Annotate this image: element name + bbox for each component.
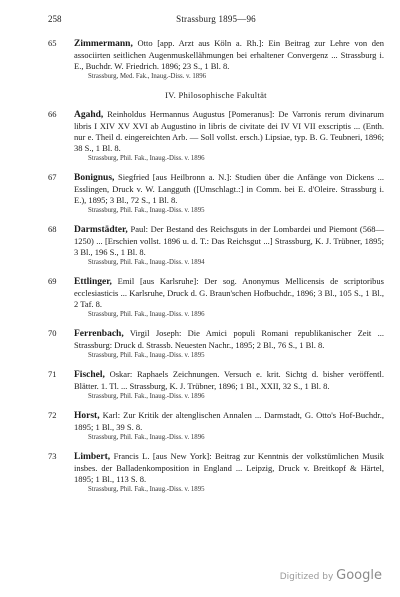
entry-author: Limbert, xyxy=(74,452,111,462)
entry-body: Paul: Der Bestand des Reichsguts in der Lombardei und Piemont (568—1250) ... [Erschien vollst. 1896 u. d. T.: Das Reichsgut ...] Strassburg, K. J. Trübner, 1895; 3 Bl., 196 S., 1 Bl. 8. xyxy=(74,224,384,257)
entry-note: Strassburg, Phil. Fak., Inaug.-Diss. v. 1894 xyxy=(88,259,205,266)
entry-author: Darmstädter, xyxy=(74,225,128,235)
bibliography-entry xyxy=(48,109,384,163)
entry-number: 68 xyxy=(48,224,57,234)
entry-note: Strassburg, Phil. Fak., Inaug.-Diss. v. 1896 xyxy=(88,434,205,441)
entry-note: Strassburg, Phil. Fak., Inaug.-Diss. v. 1895 xyxy=(88,207,205,214)
entry-number: 69 xyxy=(48,276,57,286)
running-head xyxy=(48,14,384,30)
entry-body: Emil [aus Karlsruhe]: Der sog. Anonymus Mellicensis de scriptoribus ecclesiasticis ... Karlsruhe, Druck d. G. Braun'schen Hofbuchdr., 1896; 3 Bl., 105 S., 1 Bl., 2 Taf. 8. xyxy=(74,276,384,309)
digitization-watermark xyxy=(280,568,382,583)
section-heading: IV. Philosophische Fakultät xyxy=(165,90,267,100)
entry-body: Virgil Joseph: Die Amici populi Romani republikanischer Zeit ... Strassburg: Druck d. Strassb. Neuesten Nachr., 1895; 2 Bl., 76 S., 1 Bl. 8. xyxy=(74,328,384,350)
page-number: 258 xyxy=(48,14,62,24)
bibliography-entry xyxy=(48,172,384,215)
entry-text xyxy=(74,328,384,351)
entry-note: Strassburg, Phil. Fak., Inaug.-Diss. v. 1896 xyxy=(88,311,205,318)
entry-author: Ettlinger, xyxy=(74,277,112,287)
entry-body: Francis L. [aus New York]: Beitrag zur Kenntnis der volkstümlichen Musik insbes. der Balladenkomposition in England ... Leipzig, Druck v. Breitkopf & Härtel, 1895; 1 Bl., 113 S. 8. xyxy=(74,451,384,484)
bibliography-entry xyxy=(48,38,384,81)
entry-body: Siegfried [aus Heilbronn a. N.]: Studien über die Anfänge von Dickens ... Esslingen, Druck v. W. Langguth ([Umschlagt.:] in Comm. bei E. d'Oleire. Strassburg i. E.), 1895; 3 Bl., 72 S., 1 Bl. 8. xyxy=(74,172,384,205)
entry-text xyxy=(74,276,384,310)
entry-body: Oskar: Raphaels Zeichnungen. Versuch e. krit. Sichtg d. bisher veröffentl. Blätter. 1. Tl. ... Strassburg, K. J. Trübner, 1896; 1 Bl., XXII, 32 S., 1 Bl. 8. xyxy=(74,369,384,391)
entry-author: Zimmermann, xyxy=(74,39,133,49)
running-title: Strassburg 1895—96 xyxy=(176,14,256,24)
entry-body: Karl: Zur Kritik der altenglischen Annalen ... Darmstadt, G. Otto's Hof-Buchdr., 1895; 1 Bl., 39 S. 8. xyxy=(74,410,384,432)
entry-text xyxy=(74,451,384,485)
document-page xyxy=(48,14,384,503)
bibliography-entry xyxy=(48,451,384,494)
entry-text xyxy=(74,410,384,433)
entry-author: Agahd, xyxy=(74,110,104,120)
entry-text xyxy=(74,38,384,72)
watermark-prefix: Digitized by xyxy=(279,572,334,582)
bibliography-entry xyxy=(48,369,384,401)
entry-note: Strassburg, Med. Fak., Inaug.-Diss. v. 1896 xyxy=(88,73,206,80)
entry-author: Horst, xyxy=(74,411,100,421)
entry-note: Strassburg, Phil. Fak., Inaug.-Diss. v. 1896 xyxy=(88,155,205,162)
entry-number: 72 xyxy=(48,410,57,420)
entry-note: Strassburg, Phil. Fak., Inaug.-Diss. v. 1895 xyxy=(88,486,205,493)
entry-body: Otto [app. Arzt aus Köln a. Rh.]: Ein Beitrag zur Lehre von den associirten seitlichen Augenmuskellähmungen bei erhaltener Convergenz ... Strassburg i. E., Buchdr. W. Friedrich. 1896; 23 S., 1 Bl. 8. xyxy=(74,38,384,71)
bibliography-entry xyxy=(48,410,384,442)
entry-note: Strassburg, Phil. Fak., Inaug.-Diss. v. 1895 xyxy=(88,352,205,359)
entry-author: Bonignus, xyxy=(74,173,115,183)
entry-number: 71 xyxy=(48,369,57,379)
entry-author: Fischel, xyxy=(74,370,105,380)
bibliography-entry xyxy=(48,276,384,319)
watermark-brand: Google xyxy=(336,568,382,583)
entry-text xyxy=(74,172,384,206)
entry-number: 66 xyxy=(48,109,57,119)
entry-text xyxy=(74,369,384,392)
entry-text xyxy=(74,109,384,154)
entry-note: Strassburg, Phil. Fak., Inaug.-Diss. v. 1896 xyxy=(88,393,205,400)
bibliography-entry xyxy=(48,224,384,267)
bibliography-entry xyxy=(48,328,384,360)
entry-number: 70 xyxy=(48,328,57,338)
entry-number: 65 xyxy=(48,38,57,48)
entry-text xyxy=(74,224,384,258)
entry-author: Ferrenbach, xyxy=(74,329,124,339)
entry-number: 73 xyxy=(48,451,57,461)
entry-number: 67 xyxy=(48,172,57,182)
entry-body: Reinholdus Hermannus Augustus [Pomeranus]: De Varronis rerum divinarum libris I XIV XV XVI ab Augustino in libris de civitate dei IV VI VII exscriptis ... (Enth. nur e. Theil d. eingereichten Arb. — Soll vollst. ersch.) Lipsiae, typ. B. G. Teubneri, 1896; 38 S., 1 Bl. 8. xyxy=(74,109,384,153)
